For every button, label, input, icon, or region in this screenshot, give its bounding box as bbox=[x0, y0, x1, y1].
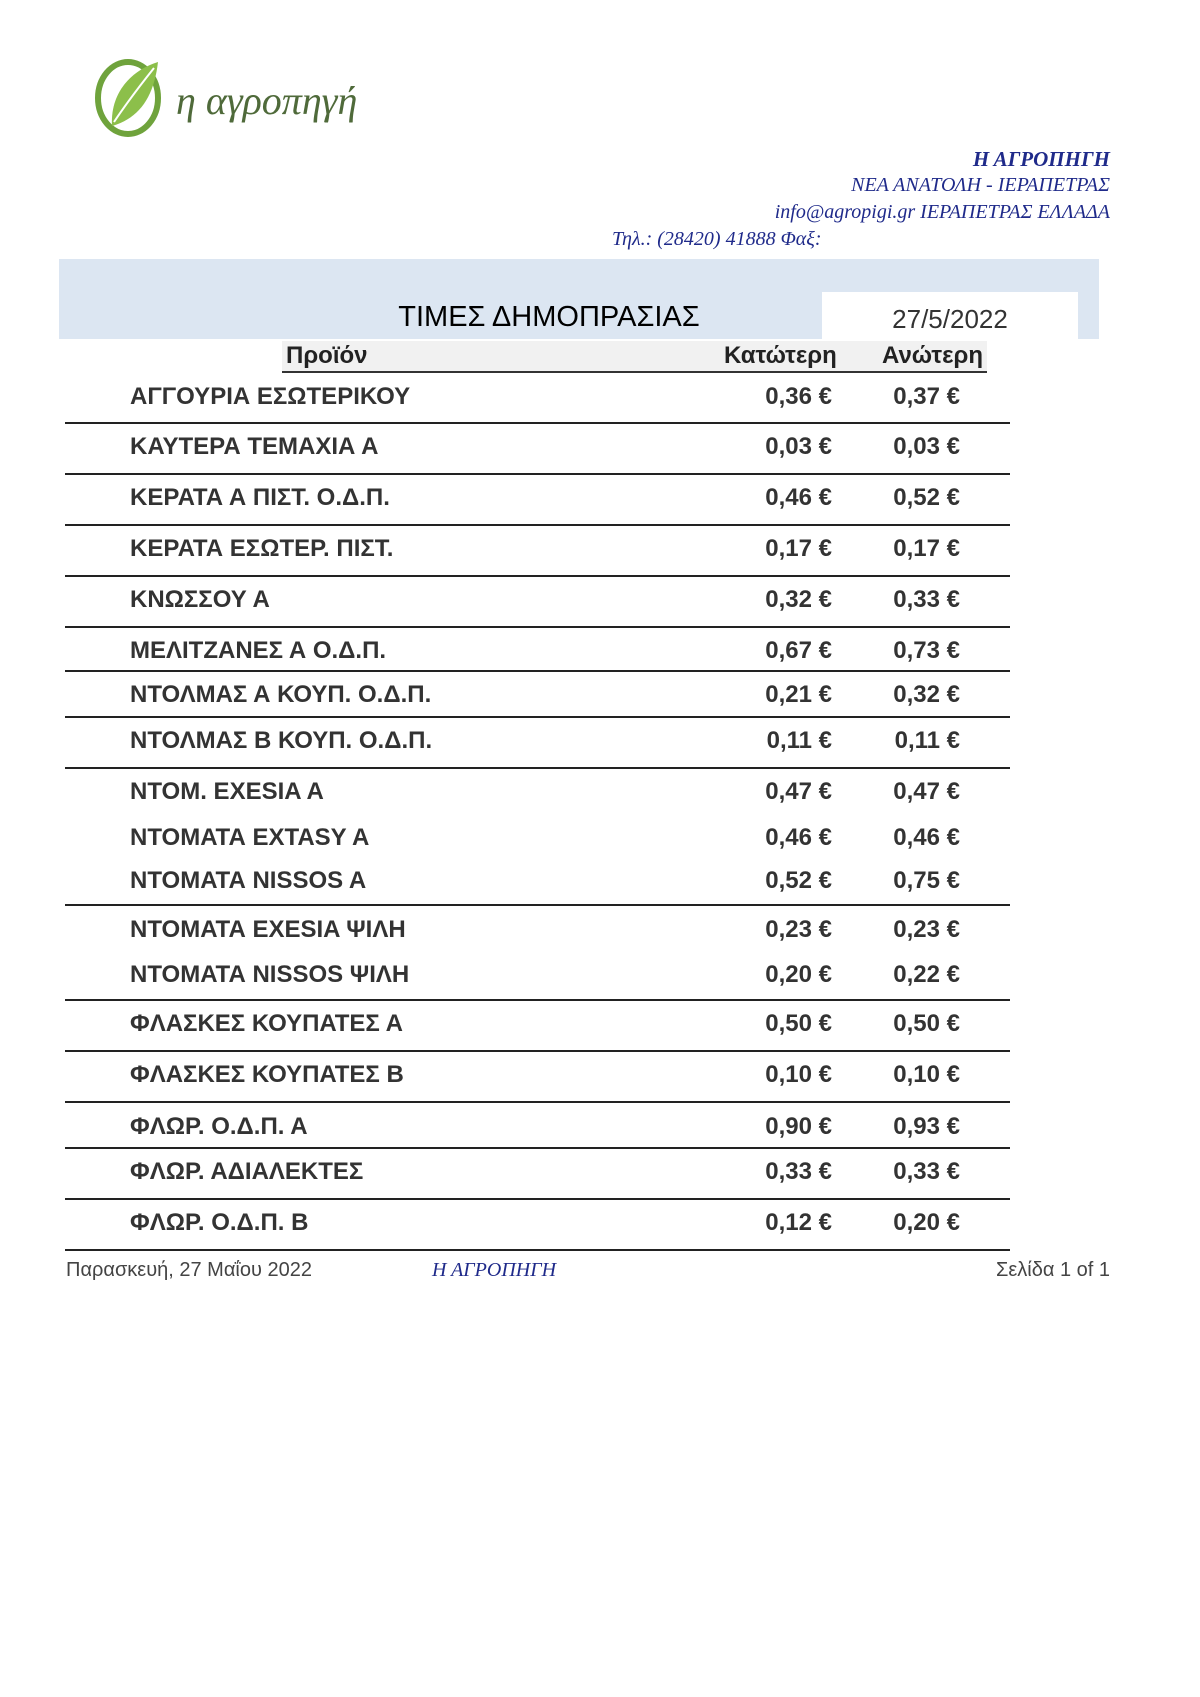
row-product-name: ΚΕΡΑΤΑ Α ΠΙΣΤ. Ο.Δ.Π. bbox=[130, 484, 390, 511]
row-low-price: 0,03 € bbox=[765, 433, 832, 460]
row-divider bbox=[65, 1101, 1010, 1103]
row-low-price: 0,46 € bbox=[765, 484, 832, 511]
row-divider bbox=[65, 767, 1010, 769]
table-row bbox=[0, 427, 1200, 467]
column-header-low: Κατώτερη bbox=[724, 342, 837, 369]
row-product-name: ΝΤΟΜΑΤΑ NISSOS ΨΙΛΗ bbox=[130, 961, 410, 988]
footer-page-number: Σελίδα 1 of 1 bbox=[995, 1259, 1110, 1281]
row-high-price: 0,75 € bbox=[893, 867, 960, 894]
column-header-product: Προϊόν bbox=[286, 342, 368, 369]
table-row bbox=[0, 631, 1200, 671]
row-divider bbox=[65, 626, 1010, 628]
row-low-price: 0,67 € bbox=[765, 637, 832, 664]
row-low-price: 0,36 € bbox=[765, 383, 832, 410]
row-divider bbox=[65, 1249, 1010, 1251]
row-low-price: 0,11 € bbox=[766, 727, 832, 754]
leaf-logo-icon bbox=[88, 52, 408, 148]
footer-company: Η ΑΓΡΟΠΗΓΗ bbox=[432, 1259, 557, 1281]
table-row bbox=[0, 580, 1200, 620]
row-low-price: 0,17 € bbox=[765, 535, 832, 562]
row-product-name: ΦΛΩΡ. Ο.Δ.Π. Α bbox=[130, 1113, 308, 1140]
row-product-name: ΦΛΑΣΚΕΣ ΚΟΥΠΑΤΕΣ Α bbox=[130, 1010, 403, 1037]
row-low-price: 0,10 € bbox=[765, 1061, 832, 1088]
row-product-name: ΦΛΩΡ. Ο.Δ.Π. Β bbox=[130, 1209, 309, 1236]
column-header-underline bbox=[282, 371, 987, 373]
row-product-name: ΝΤΟΜΑΤΑ NISSOS A bbox=[130, 867, 367, 894]
company-phone-line: Τηλ.: (28420) 41888 Φαξ: bbox=[612, 228, 822, 250]
row-high-price: 0,93 € bbox=[893, 1113, 960, 1140]
table-row bbox=[0, 721, 1200, 761]
table-row bbox=[0, 955, 1200, 995]
row-divider bbox=[65, 1198, 1010, 1200]
row-high-price: 0,47 € bbox=[893, 778, 960, 805]
row-divider bbox=[65, 575, 1010, 577]
row-divider bbox=[65, 1050, 1010, 1052]
row-high-price: 0,32 € bbox=[893, 681, 960, 708]
row-low-price: 0,90 € bbox=[765, 1113, 832, 1140]
row-high-price: 0,33 € bbox=[893, 1158, 960, 1185]
row-high-price: 0,50 € bbox=[893, 1010, 960, 1037]
row-divider bbox=[65, 999, 1010, 1001]
table-row bbox=[0, 1152, 1200, 1192]
company-email-line: info@agropigi.gr ΙΕΡΑΠΕΤΡΑΣ ΕΛΛΑΔΑ bbox=[774, 201, 1110, 223]
row-high-price: 0,33 € bbox=[893, 586, 960, 613]
row-high-price: 0,46 € bbox=[893, 824, 960, 851]
row-high-price: 0,37 € bbox=[893, 383, 960, 410]
table-row bbox=[0, 818, 1200, 858]
row-low-price: 0,32 € bbox=[765, 586, 832, 613]
table-row bbox=[0, 1055, 1200, 1095]
row-product-name: ΚΝΩΣΣΟΥ Α bbox=[130, 586, 270, 613]
company-address: ΝΕΑ ΑΝΑΤΟΛΗ - ΙΕΡΑΠΕΤΡΑΣ bbox=[851, 174, 1110, 196]
row-low-price: 0,47 € bbox=[765, 778, 832, 805]
row-high-price: 0,03 € bbox=[893, 433, 960, 460]
company-info bbox=[550, 146, 1110, 253]
company-name: Η ΑΓΡΟΠΗΓΗ bbox=[972, 147, 1110, 171]
row-product-name: ΦΛΩΡ. ΑΔΙΑΛΕΚΤΕΣ bbox=[130, 1158, 364, 1185]
row-high-price: 0,73 € bbox=[893, 637, 960, 664]
logo-wordmark: η αγροπηγή bbox=[176, 78, 358, 123]
table-row bbox=[0, 1203, 1200, 1243]
footer-date: Παρασκευή, 27 Μαΐου 2022 bbox=[66, 1259, 312, 1281]
row-product-name: ΚΑΥΤΕΡΑ ΤΕΜΑΧΙΑ Α bbox=[130, 433, 379, 460]
row-divider bbox=[65, 473, 1010, 475]
table-row bbox=[0, 861, 1200, 901]
report-date: 27/5/2022 bbox=[892, 304, 1008, 334]
row-low-price: 0,21 € bbox=[765, 681, 832, 708]
table-row bbox=[0, 377, 1200, 417]
row-divider bbox=[65, 422, 1010, 424]
row-product-name: ΚΕΡΑΤΑ ΕΣΩΤΕΡ. ΠΙΣΤ. bbox=[130, 535, 394, 562]
row-high-price: 0,10 € bbox=[893, 1061, 960, 1088]
company-logo bbox=[88, 52, 408, 148]
row-low-price: 0,50 € bbox=[765, 1010, 832, 1037]
row-product-name: ΝΤΟΛΜΑΣ Α ΚΟΥΠ. Ο.Δ.Π. bbox=[130, 681, 432, 708]
row-product-name: ΝΤΟΛΜΑΣ Β ΚΟΥΠ. Ο.Δ.Π. bbox=[130, 727, 433, 754]
row-high-price: 0,20 € bbox=[893, 1209, 960, 1236]
row-low-price: 0,12 € bbox=[765, 1209, 832, 1236]
row-product-name: ΝΤΟΜΑΤΑ EXTASY A bbox=[130, 824, 370, 851]
row-low-price: 0,46 € bbox=[765, 824, 832, 851]
row-divider bbox=[65, 524, 1010, 526]
row-low-price: 0,23 € bbox=[765, 916, 832, 943]
row-divider bbox=[65, 1147, 1010, 1149]
row-low-price: 0,33 € bbox=[765, 1158, 832, 1185]
table-row bbox=[0, 910, 1200, 950]
row-product-name: ΑΓΓΟΥΡΙΑ ΕΣΩΤΕΡΙΚΟΥ bbox=[130, 383, 411, 410]
row-product-name: ΝΤΟΜΑΤΑ EXESIA ΨΙΛΗ bbox=[130, 916, 406, 943]
row-low-price: 0,20 € bbox=[765, 961, 832, 988]
row-divider bbox=[65, 904, 1010, 906]
row-product-name: ΜΕΛΙΤΖΑΝΕΣ Α Ο.Δ.Π. bbox=[130, 637, 387, 664]
row-divider bbox=[65, 716, 1010, 718]
row-low-price: 0,52 € bbox=[765, 867, 832, 894]
row-divider bbox=[65, 670, 1010, 672]
report-title: ΤΙΜΕΣ ΔΗΜΟΠΡΑΣΙΑΣ bbox=[398, 301, 700, 333]
table-row bbox=[0, 1004, 1200, 1044]
row-high-price: 0,17 € bbox=[893, 535, 960, 562]
row-product-name: ΝΤΟΜ. EXESIA A bbox=[130, 778, 324, 805]
table-row bbox=[0, 675, 1200, 715]
row-high-price: 0,11 € bbox=[894, 727, 960, 754]
table-row bbox=[0, 772, 1200, 812]
table-row bbox=[0, 478, 1200, 518]
table-row bbox=[0, 529, 1200, 569]
table-row bbox=[0, 1107, 1200, 1147]
row-high-price: 0,52 € bbox=[893, 484, 960, 511]
row-high-price: 0,23 € bbox=[893, 916, 960, 943]
row-high-price: 0,22 € bbox=[893, 961, 960, 988]
row-product-name: ΦΛΑΣΚΕΣ ΚΟΥΠΑΤΕΣ Β bbox=[130, 1061, 404, 1088]
column-header-high: Ανώτερη bbox=[882, 342, 984, 369]
